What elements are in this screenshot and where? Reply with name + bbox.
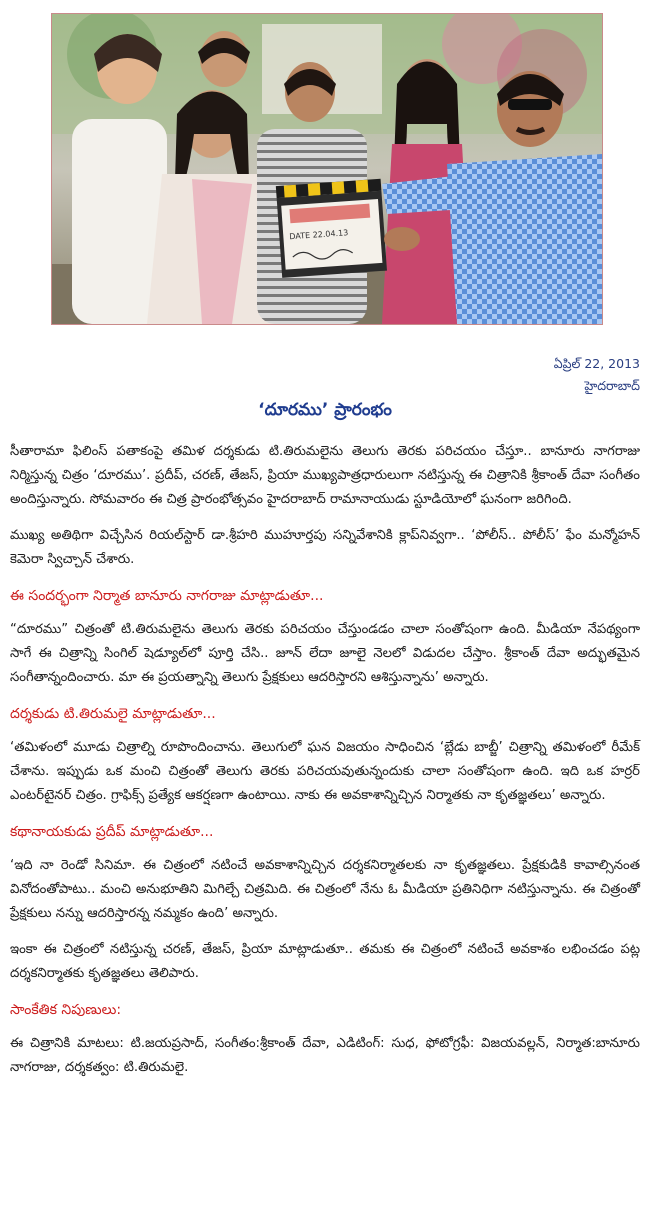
section-subheading: సాంకేతిక నిపుణులు: (10, 1002, 122, 1018)
article-title: ‘దూరము’ ప్రారంభం (258, 400, 392, 420)
article-paragraph: ముఖ్య అతిథిగా విచ్చేసిన రియల్‌స్టార్ డా.శ్రీహరి ముహూర్తపు సన్నివేశానికి క్లాప్‌నివ్వగా.. ‘పోలీస్.. పోలీస్’ ఫేం మన్మోహన్ కెమెరా స్విచ్చాన్ చేశారు. (10, 528, 640, 567)
clapboard-date: DATE 22.04.13 (289, 228, 349, 242)
launch-event-photo (51, 13, 603, 325)
article-paragraph: ఈ చిత్రానికి మాటలు: టి.జయప్రసాద్, సంగీతం:శ్రీకాంత్ దేవా, ఎడిటింగ్: సుధ, ఫోటోగ్రఫీ: విజయవల్లన్, నిర్మాత:బానూరు నాగరాజు, దర్శకత్వం: టి.తిరుమలై. (10, 1036, 640, 1075)
section-subheading: ఈ సందర్భంగా నిర్మాత బానూరు నాగరాజు మాట్లాడుతూ... (10, 588, 324, 604)
section-subheading: కథానాయకుడు ప్రదీప్ మాట్లాడుతూ... (10, 824, 214, 840)
section-subheading: దర్శకుడు టి.తిరుమలై మాట్లాడుతూ... (10, 706, 216, 722)
article-body (10, 440, 640, 1092)
article-date: ఏప్రిల్ 22, 2013 (553, 356, 640, 371)
article-paragraph: ఇంకా ఈ చిత్రంలో నటిస్తున్న చరణ్, తేజస్, ప్రియా మాట్లాడుతూ.. తమకు ఈ చిత్రంలో నటించే అవకాశం లభించడం పట్ల దర్శకనిర్మాతకు కృతజ్ఞతలు తెలిపారు. (10, 942, 640, 981)
article-paragraph: ‘ఇది నా రెండో సినిమా. ఈ చిత్రంలో నటించే అవకాశాన్నిచ్చిన దర్శకనిర్మాతలకు నా కృతజ్ఞతలు. ప్రేక్షకుడికి కావాల్సినంత వినోదంతోపాటు.. మంచి అనుభూతిని మిగిల్చే చిత్రమిది. ఈ చిత్రంలో నేను ఓ మీడియా ప్రతినిధిగా నటిస్తున్నాను. ఈ చిత్రంతో ప్రేక్షకులు నన్ను ఆదరిస్తారన్న నమ్మకం ఉంది’ అన్నారు. (10, 858, 640, 921)
dateline (554, 353, 640, 397)
article-paragraph: సీతారామా ఫిలింస్ పతాకంపై తమిళ దర్శకుడు టి.తిరుమలైను తెలుగు తెరకు పరిచయం చేస్తూ.. బానూరు నాగరాజు నిర్మిస్తున్న చిత్రం ‘దూరము’. ప్రదీప్, చరణ్, తేజస్, ప్రియా ముఖ్యపాత్రధారులుగా నటిస్తున్న ఈ చిత్రానికి శ్రీకాంత్ దేవా సంగీతం అందిస్తున్నారు. సోమవారం ఈ చిత్ర ప్రారంభోత్సవం హైదరాబాద్ రామానాయుడు స్టూడియోలో ఘనంగా జరిగింది. (10, 444, 640, 507)
article-paragraph: “దూరము” చిత్రంతో టి.తిరుమలైను తెలుగు తెరకు పరిచయం చేస్తుండడం చాలా సంతోషంగా ఉంది. మీడియా నేపథ్యంగా సాగే ఈ చిత్రాన్ని సింగిల్ షెడ్యూల్‌లో పూర్తి చేసి.. జూన్ లేదా జూలై నెలలో విడుదల చేస్తాం. శ్రీకాంత్ దేవా అద్భుతమైన సంగీతాన్నందించారు. మా ఈ ప్రయత్నాన్ని తెలుగు ప్రేక్షకులు ఆదరిస్తారని ఆశిస్తున్నాను’ అన్నారు. (10, 622, 640, 685)
article-paragraph: ‘తమిళంలో మూడు చిత్రాల్ని రూపొందించాను. తెలుగులో ఘన విజయం సాధించిన ‘బ్లేడు బాబ్జీ’ చిత్రాన్ని తమిళంలో రీమేక్ చేశాను. ఇప్పుడు ఒక మంచి చిత్రంతో తెలుగు తెరకు పరిచయవుతున్నందుకు చాలా సంతోషంగా ఉంది. ఇది ఒక హర్రర్ ఎంటర్‌టైనర్ చిత్రం. గ్రాఫిక్స్ ప్రత్యేక ఆకర్షణగా ఉంటాయి. నాకు ఈ అవకాశాన్నిచ్చిన నిర్మాతకు నా కృతజ్ఞతలు’ అన్నారు. (10, 740, 640, 803)
article-location: హైదరాబాద్ (584, 378, 640, 393)
